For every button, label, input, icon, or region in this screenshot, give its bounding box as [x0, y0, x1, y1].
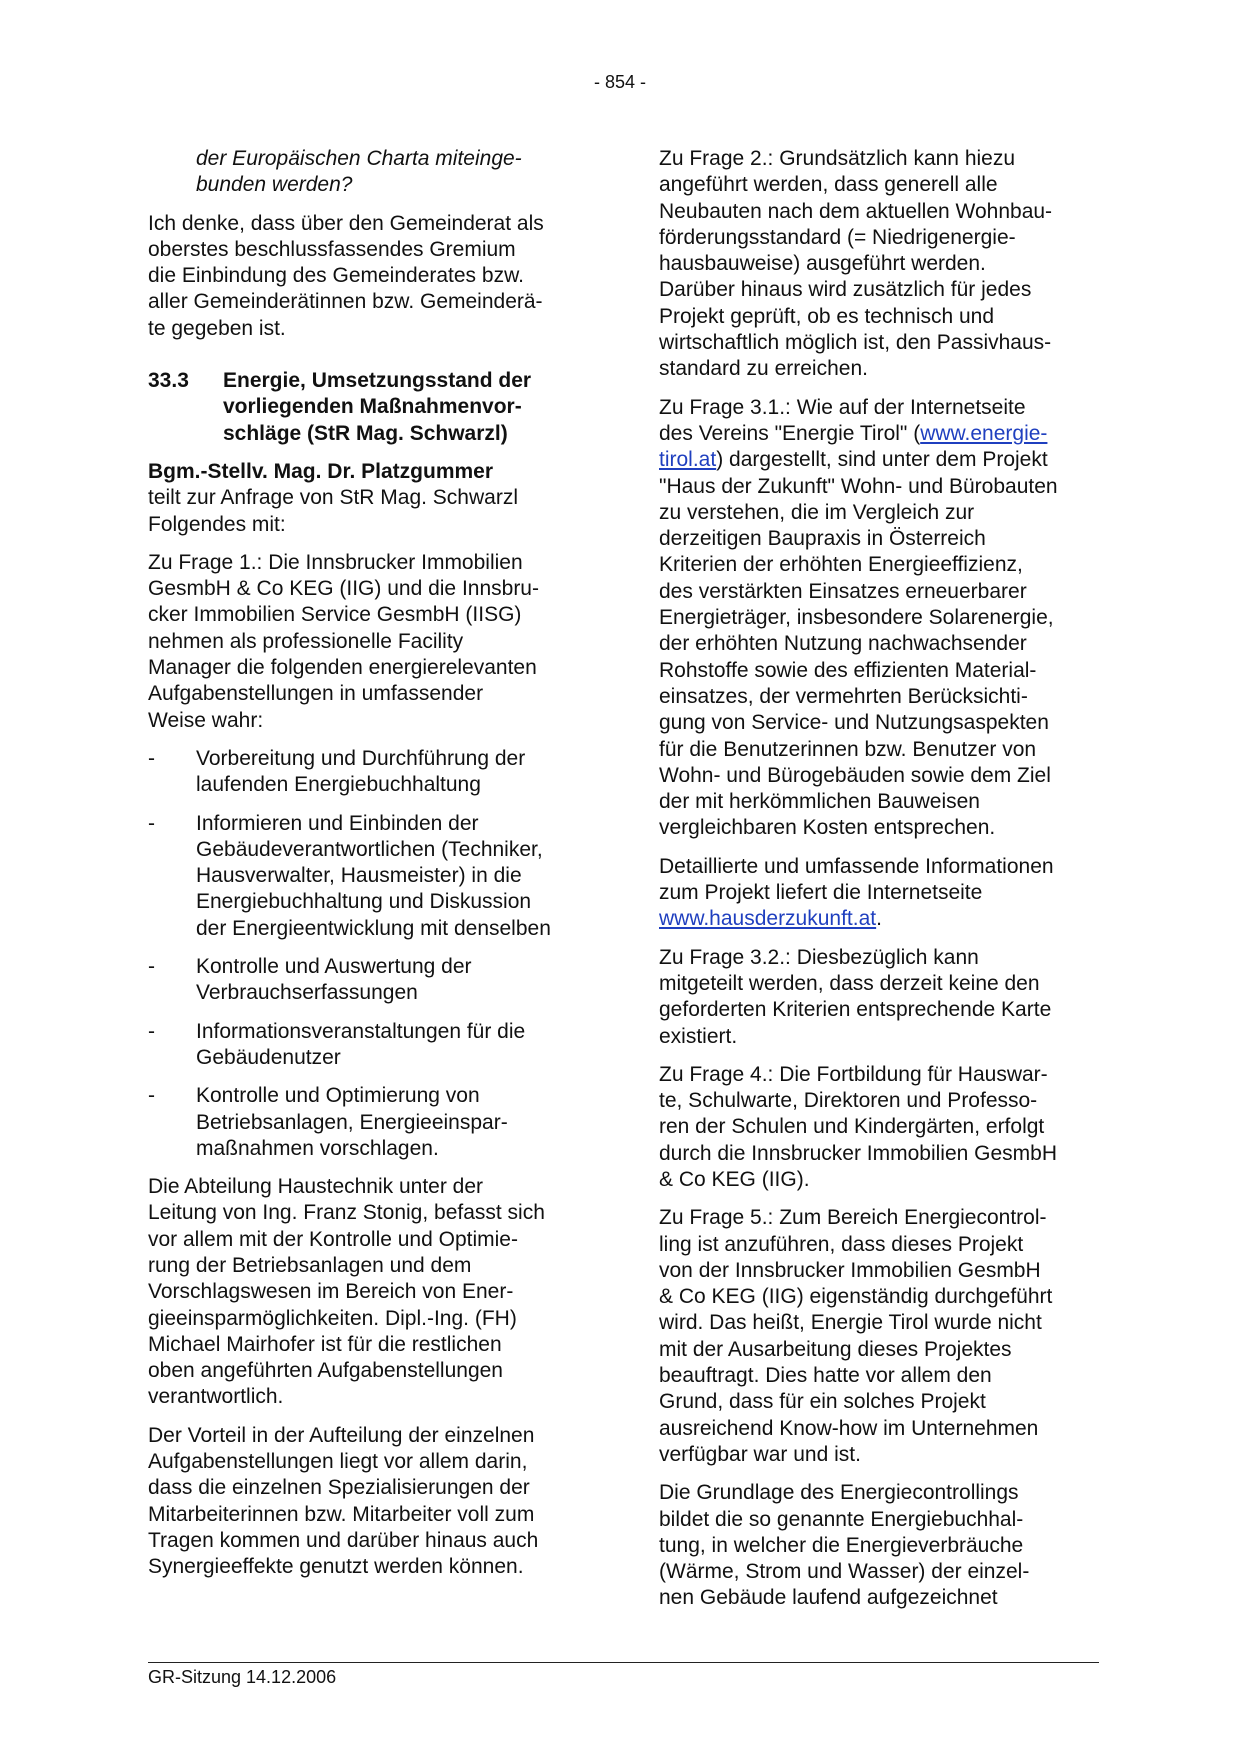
- section-heading: [148, 368, 588, 447]
- answer-paragraph: Ich denke, dass über den Gemeinderat als oberstes beschlussfassendes Gremium die Einbindung des Gemeinderates bzw. aller Gemeinderätinnen bzw. Gemeinderä- te gegeben ist.: [148, 211, 544, 340]
- info-paragraph: [659, 854, 1099, 933]
- section-number: 33.3: [148, 369, 189, 393]
- answer-question-3-2: Zu Frage 3.2.: Diesbezüglich kann mitgeteilt werden, dass derzeit keine den geforderten Kriterien entsprechende Karte existiert.: [659, 945, 1052, 1048]
- list-item-text: Informationsveranstaltungen für die Gebäudenutzer: [196, 1019, 526, 1069]
- advantage-paragraph: Der Vorteil in der Aufteilung der einzelnen Aufgabenstellungen liegt vor allem darin, dass die einzelnen Spezialisierungen der Mitarbeiterinnen bzw. Mitarbeiter voll zum Tragen kommen und darüber hinaus auch Synergieeffekte genutzt werden können.: [148, 1423, 539, 1579]
- dash-bullet: -: [148, 746, 155, 770]
- answer-question-5: Zu Frage 5.: Zum Bereich Energiecontrol- ling ist anzuführen, dass dieses Projekt von der Innsbrucker Immobilien GesmbH & Co KEG (IIG) eigenständig durchgeführt wird. Das heißt, Energie Tirol wurde nicht mit der Ausarbeitung dieses Projektes beauftragt. Dies hatte vor allem den Grund, dass für ein solches Projekt ausreichend Know-how im Unternehmen verfügbar war und ist.: [659, 1206, 1053, 1466]
- footer-session-date: GR-Sitzung 14.12.2006: [148, 1667, 337, 1687]
- answer-question-1: Zu Frage 1.: Die Innsbrucker Immobilien GesmbH & Co KEG (IIG) und die Innsbru- cker Immobilien Service GesmbH (IISG) nehmen als professionelle Facility Manager die folgenden energierelevanten Aufgabenstellungen in umfassender Weise wahr:: [148, 550, 539, 732]
- list-item-text: Vorbereitung und Durchführung der laufenden Energiebuchhaltung: [196, 746, 526, 797]
- haustechnik-paragraph: Die Abteilung Haustechnik unter der Leitung von Ing. Franz Stonig, befasst sich vor allem mit der Kontrolle und Optimie- rung der Betriebsanlagen und dem Vorschlagswesen im Bereich von Ener- gieeinsparmöglichkeiten. Dipl.-Ing. (FH) Michael Mairhofer ist für die restlichen oben angeführten Aufgabenstellungen verantwortlich.: [148, 1175, 545, 1409]
- dash-bullet: -: [148, 1084, 155, 1108]
- info-text-end: .: [876, 907, 882, 931]
- right-column: [659, 146, 1099, 1624]
- speaker-intro: teilt zur Anfrage von StR Mag. Schwarzl Folgendes mit:: [148, 486, 518, 536]
- list-item: [148, 1019, 588, 1072]
- list-item: [148, 746, 588, 799]
- list-item: [148, 1083, 588, 1162]
- energie-tirol-link[interactable]: www.energie- tirol.at: [659, 421, 1048, 472]
- dash-bullet: -: [148, 811, 155, 835]
- answer-question-3-1: [659, 395, 1099, 842]
- hausderzukunft-link[interactable]: www.hausderzukunft.at: [659, 907, 877, 931]
- list-item-text: Kontrolle und Optimierung von Betriebsanlagen, Energieeinspar- maßnahmen vorschlagen.: [196, 1084, 508, 1160]
- dash-bullet: -: [148, 955, 155, 979]
- page-number: - 854 -: [593, 72, 647, 92]
- section-title: Energie, Umsetzungsstand der vorliegenden Maßnahmenvor- schläge (StR Mag. Schwarzl): [223, 369, 532, 445]
- energy-controlling-paragraph: Die Grundlage des Energiecontrollings bildet die so genannte Energiebuchhal- tung, in welcher die Energieverbräuche (Wärme, Strom und Wasser) der einzel- nen Gebäude laufend aufgezeichnet: [659, 1481, 1030, 1610]
- list-item: [148, 954, 588, 1007]
- task-list: [148, 746, 588, 1162]
- answer-question-4: Zu Frage 4.: Die Fortbildung für Hauswar- te, Schulwarte, Direktoren und Professo- ren der Schulen und Kindergärten, erfolgt durch die Innsbrucker Immobilien GesmbH & Co KEG (IIG).: [659, 1062, 1057, 1191]
- answer-question-2: Zu Frage 2.: Grundsätzlich kann hiezu angeführt werden, dass generell alle Neubauten nach dem aktuellen Wohnbau- förderungsstandard (= Niedrigenergie- hausbauweise) ausgeführt werden. Darüber hinaus wird zusätzlich für jedes Projekt geprüft, ob es technisch und wirtschaftlich möglich ist, den Passivhaus- standard zu erreichen.: [659, 147, 1053, 381]
- intro-question: der Europäischen Charta miteinge- bunden werden?: [196, 147, 522, 197]
- info-text: Detaillierte und umfassende Informationen zum Projekt liefert die Internetseite: [659, 854, 1054, 905]
- list-item-text: Kontrolle und Auswertung der Verbrauchserfassungen: [196, 955, 472, 1005]
- answer-3-1-text-start: Zu Frage 3.1.: Wie auf der Internetseite des Vereins "Energie Tirol" (: [659, 395, 1026, 445]
- answer-3-1-text-end: ) dargestellt, sind unter dem Projekt "Haus der Zukunft" Wohn- und Bürobauten zu verstehen, die im Vergleich zur derzeitigen Baupraxis in Österreich Kriterien der erhöhten Energieeffizienz, des verstärkten Einsatzes erneuerbarer Energieträger, insbesondere Solarenergie, der erhöhten Nutzung nachwachsender Rohstoffe sowie des effizienten Material- einsatzes, der vermehrten Berücksichti- gung von Service- und Nutzungsaspekten für die Benutzerinnen bzw. Benutzer von Wohn- und Bürogebäuden sowie dem Ziel der mit herkömmlichen Bauweisen vergleichbaren Kosten entsprechen.: [659, 448, 1058, 840]
- dash-bullet: -: [148, 1019, 155, 1043]
- list-item: [148, 811, 588, 942]
- speaker-paragraph: [148, 459, 588, 538]
- left-column: [148, 146, 588, 1593]
- list-item-text: Informieren und Einbinden der Gebäudeverantwortlichen (Techniker, Hausverwalter, Hausmeister) in die Energiebuchhaltung und Diskussion der Energieentwicklung mit denselben: [196, 811, 551, 940]
- footer-divider: [148, 1662, 1099, 1663]
- speaker-name: Bgm.-Stellv. Mag. Dr. Platzgummer: [148, 459, 494, 483]
